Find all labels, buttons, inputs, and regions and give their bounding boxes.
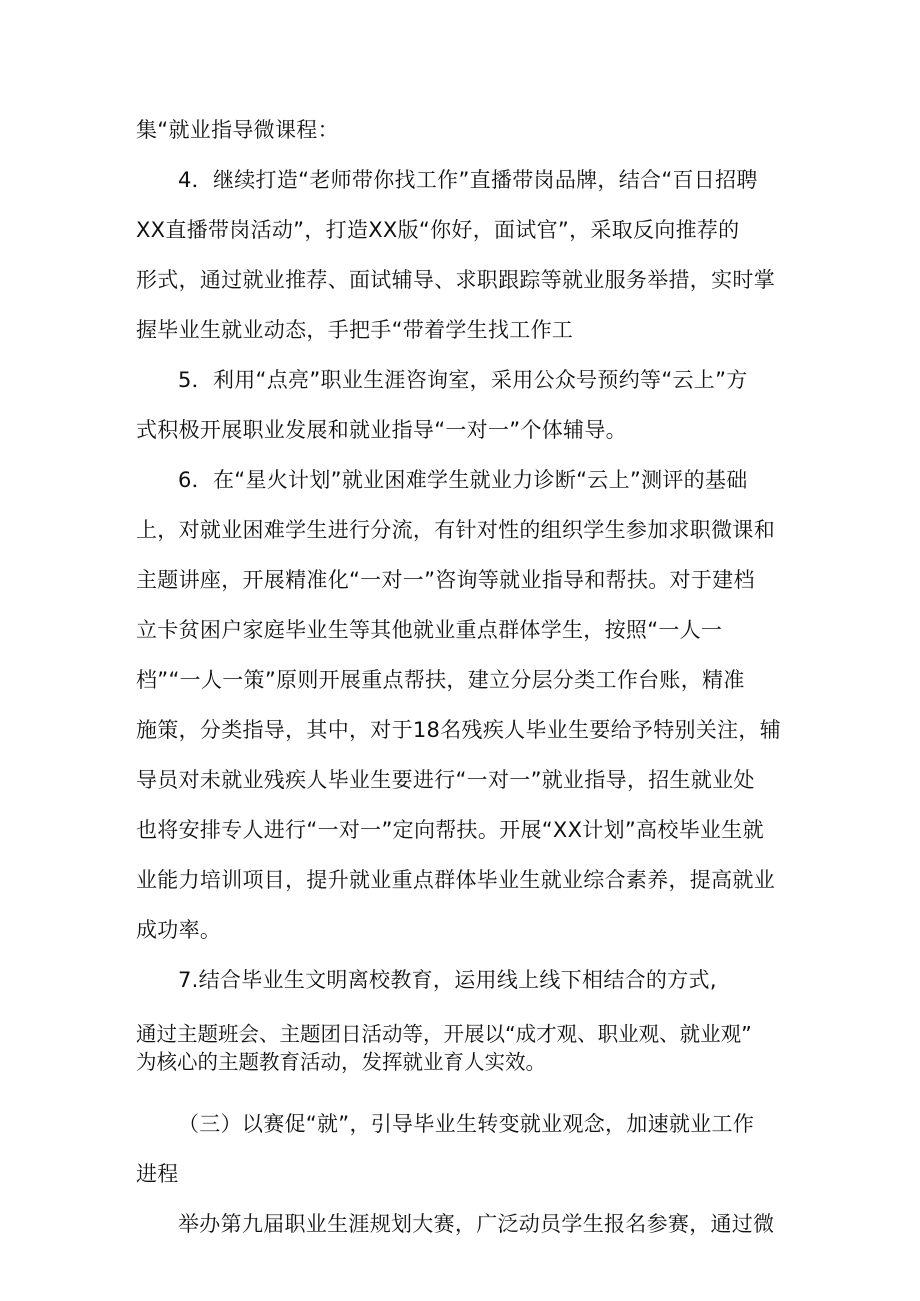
list-item-7: 7.结合毕业生文明离校教育，运用线上线下相结合的方式, bbox=[178, 968, 717, 992]
text-line: 主题讲座，开展精准化“一对一”咨询等就业指导和帮扶。对于建档 bbox=[136, 568, 755, 592]
text-line: 集“就业指导微课程： bbox=[136, 118, 339, 142]
text-line: 形式，通过就业推荐、面试辅导、求职跟踪等就业服务举措，实时掌 bbox=[136, 268, 775, 292]
text-line: 成功率。 bbox=[136, 918, 222, 942]
text-line: 通过主题班会、主题团日活动等，开展以“成才观、职业观、就业观” bbox=[136, 1022, 752, 1046]
text-line: 立卡贫困户家庭毕业生等其他就业重点群体学生，按照“一人一 bbox=[136, 618, 723, 642]
text-line: XX直播带岗活动”，打造XX版“你好，面试官”，采取反向推荐的 bbox=[136, 218, 740, 242]
text-line: 为核心的主题教育活动，发挥就业育人实效。 bbox=[136, 1050, 546, 1074]
text-line: 导员对未就业残疾人毕业生要进行“一对一”就业指导，招生就业处 bbox=[136, 768, 755, 792]
text-line: 施策，分类指导，其中，对于18名残疾人毕业生要给予特别关注，辅 bbox=[136, 718, 782, 742]
text-line: 握毕业生就业动态，手把手“带着学生找工作工 bbox=[136, 318, 574, 342]
text-line: 上，对就业困难学生进行分流，有针对性的组织学生参加求职微课和 bbox=[136, 518, 775, 542]
list-item-4: 4．继续打造“老师带你找工作”直播带岗品牌，结合“百日招聘 bbox=[178, 168, 758, 192]
section-heading-continued: 进程 bbox=[136, 1162, 179, 1186]
text-line: 业能力培训项目，提升就业重点群体毕业生就业综合素养，提高就业 bbox=[136, 868, 775, 892]
list-item-6: 6．在“星火计划”就业困难学生就业力诊断“云上”测评的基础 bbox=[178, 468, 748, 492]
text-line: 举办第九届职业生涯规划大赛，广泛动员学生报名参赛，通过微 bbox=[178, 1212, 775, 1236]
text-line: 式积极开展职业发展和就业指导“一对一”个体辅导。 bbox=[136, 418, 627, 442]
section-heading: （三）以赛促“就”，引导毕业生转变就业观念，加速就业工作 bbox=[178, 1112, 755, 1136]
text-line: 档”“一人一策”原则开展重点帮扶，建立分层分类工作台账，精准 bbox=[136, 668, 745, 692]
text-line: 也将安排专人进行“一对一”定向帮扶。开展“XX计划”高校毕业生就 bbox=[136, 818, 764, 842]
list-item-5: 5．利用“点亮”职业生涯咨询室，采用公众号预约等“云上”方 bbox=[178, 368, 748, 392]
